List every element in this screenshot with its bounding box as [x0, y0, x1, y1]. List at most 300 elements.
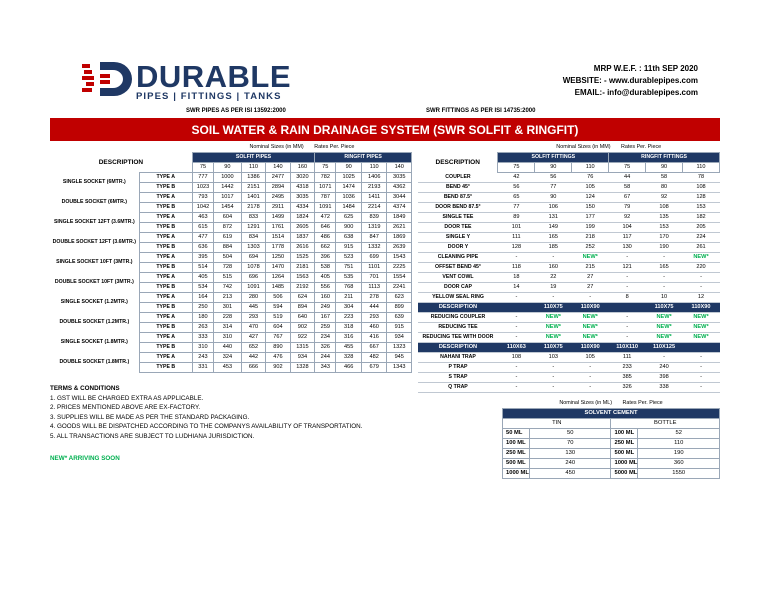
mrp-date: MRP W.E.F. : 11th SEP 2020	[593, 64, 698, 73]
fitting-price: -	[572, 293, 609, 303]
fitting-price: NEW*	[683, 333, 720, 343]
pipe-price: 915	[387, 323, 412, 333]
fitting-price: -	[498, 323, 535, 333]
fitting-price: 78	[683, 173, 720, 183]
pipe-price: 1474	[336, 183, 362, 193]
arriving-soon-note: NEW* ARRIVING SOON	[50, 455, 120, 462]
fitting-price: 128	[683, 193, 720, 203]
pipe-price: 902	[266, 363, 290, 373]
pipe-price: 884	[214, 243, 242, 253]
pipe-price: 301	[214, 303, 242, 313]
fitting-reducer-size: 110X75	[646, 303, 683, 313]
pipe-row	[50, 293, 412, 303]
fitting-price: NEW*	[572, 323, 609, 333]
fitting-price: 42	[498, 173, 535, 183]
fittings-rates-label: Rates Per. Piece	[621, 144, 662, 151]
fitting-reducer-size: 110X75	[535, 343, 572, 353]
pipe-price: 304	[336, 303, 362, 313]
bottle-price: 52	[638, 429, 720, 439]
fitting-price: -	[498, 333, 535, 343]
pipe-price: 263	[192, 323, 213, 333]
pipe-price: 167	[315, 313, 336, 323]
pipe-price: 934	[290, 353, 314, 363]
fitting-price: -	[535, 373, 572, 383]
bottle-price: 360	[638, 459, 720, 469]
fitting-price: 105	[572, 183, 609, 193]
solfit-fittings-header: SOLFIT FITTINGS	[498, 153, 609, 163]
fitting-price: 56	[498, 183, 535, 193]
pipe-price: 445	[241, 303, 265, 313]
pipe-row	[50, 313, 412, 323]
fitting-row	[418, 243, 720, 253]
fitting-price: 19	[535, 283, 572, 293]
pipe-price: 223	[336, 313, 362, 323]
pipe-type: TYPE A	[139, 253, 192, 263]
pipe-price: 324	[214, 353, 242, 363]
fitting-name: REDUCING COUPLER	[418, 313, 498, 323]
pipe-row	[50, 353, 412, 363]
fitting-price: NEW*	[683, 323, 720, 333]
pipe-price: 2911	[266, 203, 290, 213]
pipe-price: 623	[387, 293, 412, 303]
pipe-name: DOUBLE SOCKET 10FT (3MTR.)	[54, 279, 134, 286]
tin-price: 50	[529, 429, 610, 439]
fitting-price: -	[609, 313, 646, 323]
pipe-price: 640	[290, 313, 314, 323]
fitting-price: 44	[609, 173, 646, 183]
pipe-price: 2241	[387, 283, 412, 293]
pipe-row	[50, 333, 412, 343]
tin-size: 100 ML	[503, 439, 530, 449]
fitting-price: -	[609, 273, 646, 283]
pipe-price: 1499	[266, 213, 290, 223]
pipe-price: 1025	[336, 173, 362, 183]
tin-size: 250 ML	[503, 449, 530, 459]
pipe-price: 1554	[387, 273, 412, 283]
fitting-price: 77	[498, 203, 535, 213]
pipe-price: 470	[241, 323, 265, 333]
bottle-size: 250 ML	[611, 439, 638, 449]
fitting-price: NEW*	[646, 313, 683, 323]
pipe-price: 278	[361, 293, 387, 303]
fitting-price: 135	[646, 213, 683, 223]
fitting-row	[418, 193, 720, 203]
pipe-price: 1386	[241, 173, 265, 183]
fitting-row	[418, 333, 720, 343]
pipe-price: 625	[336, 213, 362, 223]
fitting-price: 205	[683, 223, 720, 233]
pipe-price: 872	[214, 223, 242, 233]
pipe-type: TYPE B	[139, 243, 192, 253]
pipe-price: 416	[361, 333, 387, 343]
solvent-row	[503, 449, 720, 459]
pipe-price: 2495	[266, 193, 290, 203]
fitting-price: NEW*	[646, 333, 683, 343]
bottle-price: 110	[638, 439, 720, 449]
pipe-price: 662	[315, 243, 336, 253]
fitting-reducer-size: 110X63	[498, 343, 535, 353]
ringfit-pipes-header: RINGFIT PIPES	[315, 153, 412, 163]
pipe-price: 604	[266, 323, 290, 333]
tin-header: TIN	[503, 419, 611, 429]
fitting-price: -	[498, 373, 535, 383]
fitting-row	[418, 293, 720, 303]
fitting-price: 27	[572, 283, 609, 293]
pipe-price: 1113	[361, 283, 387, 293]
fitting-price: 153	[646, 223, 683, 233]
pipe-price: 160	[315, 293, 336, 303]
fitting-price: -	[646, 353, 683, 363]
pipe-price: 2639	[387, 243, 412, 253]
pipe-price: 4374	[387, 203, 412, 213]
pipe-price: 1042	[192, 203, 213, 213]
fitting-price: 121	[609, 263, 646, 273]
fitting-reducer-size: 110X125	[646, 343, 683, 353]
fitting-price: -	[683, 373, 720, 383]
pipe-type: TYPE A	[139, 333, 192, 343]
pipe-price: 466	[336, 363, 362, 373]
bottle-price: 1550	[638, 469, 720, 479]
solvent-cement-header: SOLVENT CEMENT	[503, 409, 720, 419]
pipe-price: 742	[214, 283, 242, 293]
solvent-row	[503, 429, 720, 439]
fitting-price: 14	[498, 283, 535, 293]
pipe-price: 213	[214, 293, 242, 303]
pipe-price: 427	[241, 333, 265, 343]
pipe-price: 782	[315, 173, 336, 183]
fitting-size-header: 75	[609, 163, 646, 173]
fitting-name: P TRAP	[418, 363, 498, 373]
pipe-price: 476	[266, 353, 290, 363]
bottle-price: 190	[638, 449, 720, 459]
pipe-name: SINGLE SOCKET (1.8MTR.)	[60, 339, 128, 346]
pipe-price: 728	[214, 263, 242, 273]
fitting-price: 92	[609, 213, 646, 223]
pipe-price: 2225	[387, 263, 412, 273]
pipe-price: 1332	[361, 243, 387, 253]
fitting-name: SINGLE TEE	[418, 213, 498, 223]
pipe-price: 922	[290, 333, 314, 343]
pipe-price: 2616	[290, 243, 314, 253]
pipe-price: 444	[361, 303, 387, 313]
fitting-price: 10	[646, 293, 683, 303]
fitting-price: -	[609, 253, 646, 263]
bottle-size: 1000 ML	[611, 459, 638, 469]
pipe-size-header: 140	[387, 163, 412, 173]
pipe-type: TYPE A	[139, 313, 192, 323]
pipe-price: 2178	[241, 203, 265, 213]
fitting-price: 131	[535, 213, 572, 223]
pipe-price: 2192	[290, 283, 314, 293]
tin-price: 70	[529, 439, 610, 449]
fitting-price: 108	[683, 183, 720, 193]
pipe-price: 839	[361, 213, 387, 223]
swr-pipes-standard: SWR PIPES AS PER ISI 13592:2000	[186, 108, 286, 114]
pipe-size-header: 75	[192, 163, 213, 173]
fitting-row	[418, 223, 720, 233]
pipe-price: 504	[214, 253, 242, 263]
pipe-price: 535	[336, 273, 362, 283]
fitting-name: S TRAP	[418, 373, 498, 383]
pipe-size-header: 160	[290, 163, 314, 173]
fitting-name: DOOR Y	[418, 243, 498, 253]
pipe-price: 506	[266, 293, 290, 303]
pipe-price: 1091	[241, 283, 265, 293]
fitting-price: 92	[646, 193, 683, 203]
pipe-price: 486	[315, 233, 336, 243]
pipe-price: 1778	[266, 243, 290, 253]
pipe-price: 594	[266, 303, 290, 313]
fitting-price: 89	[498, 213, 535, 223]
pipe-type: TYPE B	[139, 343, 192, 353]
fitting-row	[418, 203, 720, 213]
pipe-price: 1514	[266, 233, 290, 243]
pipe-size-header: 90	[336, 163, 362, 173]
fitting-name: YELLOW SEAL RING	[418, 293, 498, 303]
pipe-price: 333	[192, 333, 213, 343]
bottle-size: 500 ML	[611, 449, 638, 459]
pipe-price: 1411	[361, 193, 387, 203]
pipe-price: 768	[336, 283, 362, 293]
pipe-size-header: 110	[241, 163, 265, 173]
pipe-price: 453	[214, 363, 242, 373]
pipe-row	[50, 173, 412, 183]
fitting-price: -	[572, 373, 609, 383]
pipe-size-header: 140	[266, 163, 290, 173]
fitting-row	[418, 373, 720, 383]
pipe-price: 396	[315, 253, 336, 263]
pipe-price: 3035	[387, 173, 412, 183]
pipe-price: 280	[241, 293, 265, 303]
fitting-price: -	[498, 293, 535, 303]
pipes-rates-label: Rates Per. Piece	[314, 144, 355, 151]
fitting-reducer-size: 110X75	[535, 303, 572, 313]
fitting-price: -	[498, 313, 535, 323]
pipe-price: 318	[336, 323, 362, 333]
solvent-row	[503, 459, 720, 469]
pipe-price: 3020	[290, 173, 314, 183]
pipe-price: 482	[361, 353, 387, 363]
fitting-row	[418, 363, 720, 373]
pipe-price: 667	[361, 343, 387, 353]
fitting-row	[418, 233, 720, 243]
fitting-reducer-size: 110X90	[572, 343, 609, 353]
pipe-price: 293	[361, 313, 387, 323]
pipe-price: 293	[241, 313, 265, 323]
fitting-price: -	[646, 253, 683, 263]
pipe-price: 1484	[336, 203, 362, 213]
fitting-price: -	[572, 363, 609, 373]
fitting-price: NEW*	[535, 333, 572, 343]
fitting-name: COUPLER	[418, 173, 498, 183]
fitting-price: 56	[535, 173, 572, 183]
pipe-name: DOUBLE SOCKET (6MTR.)	[61, 199, 128, 206]
pipe-price: 902	[290, 323, 314, 333]
fitting-price: 101	[498, 223, 535, 233]
tin-size: 500 ML	[503, 459, 530, 469]
fitting-price: 150	[572, 203, 609, 213]
fitting-price: -	[646, 283, 683, 293]
fitting-row	[418, 173, 720, 183]
fitting-price: 22	[535, 273, 572, 283]
pipe-price: 164	[192, 293, 213, 303]
fittings-description-header: DESCRIPTION	[435, 159, 480, 167]
pipe-price: 1401	[241, 193, 265, 203]
pipe-price: 310	[214, 333, 242, 343]
fitting-price: NEW*	[572, 333, 609, 343]
fitting-price: 177	[572, 213, 609, 223]
pipe-price: 228	[214, 313, 242, 323]
fitting-price: 218	[572, 233, 609, 243]
fitting-price: 18	[498, 273, 535, 283]
bottle-size: 5000 ML	[611, 469, 638, 479]
pipe-type: TYPE A	[139, 353, 192, 363]
fitting-price: 124	[572, 193, 609, 203]
pipe-price: 694	[241, 253, 265, 263]
fitting-row	[418, 213, 720, 223]
fitting-price: NEW*	[572, 253, 609, 263]
pipe-price: 899	[387, 303, 412, 313]
fittings-nominal-label: Nominal Sizes (in MM)	[556, 144, 611, 151]
pipe-type: TYPE B	[139, 283, 192, 293]
terms-item: 3. SUPPLIES WILL BE MADE AS PER THE STANDARD PACKAGING.	[50, 413, 250, 421]
pipe-price: 1849	[387, 213, 412, 223]
fitting-price: -	[609, 283, 646, 293]
pipes-nominal-label: Nominal Sizes (in MM)	[249, 144, 304, 151]
ringfit-fittings-header: RINGFIT FITTINGS	[609, 153, 720, 163]
pipe-price: 556	[315, 283, 336, 293]
fitting-price: 77	[535, 183, 572, 193]
fitting-price: 58	[609, 183, 646, 193]
pipe-price: 316	[336, 333, 362, 343]
fitting-reducer-size: 110X110	[609, 343, 646, 353]
tin-size: 1000 ML	[503, 469, 530, 479]
fitting-row	[418, 383, 720, 393]
pipe-price: 1563	[290, 273, 314, 283]
tin-price: 130	[529, 449, 610, 459]
fitting-name: DOOR CAP	[418, 283, 498, 293]
pipe-price: 180	[192, 313, 213, 323]
solvent-rates-label: Rates Per. Piece	[622, 400, 663, 407]
terms-title: TERMS & CONDITIONS	[50, 385, 120, 392]
fitting-price: 220	[683, 263, 720, 273]
pipe-price: 652	[241, 343, 265, 353]
pipe-price: 787	[315, 193, 336, 203]
pipe-name: DOUBLE SOCKET (1.8MTR.)	[59, 359, 130, 366]
fitting-name: DOOR BEND 87.5°	[418, 203, 498, 213]
fitting-name: OFFSET BEND 45°	[418, 263, 498, 273]
pipe-type: TYPE A	[139, 173, 192, 183]
fittings-price-table	[418, 143, 720, 393]
pipe-price: 1442	[214, 183, 242, 193]
pipe-price: 1250	[266, 253, 290, 263]
pipe-price: 636	[192, 243, 213, 253]
pipe-price: 1303	[241, 243, 265, 253]
tin-price: 240	[529, 459, 610, 469]
pipe-row	[50, 233, 412, 243]
fitting-price: 261	[683, 243, 720, 253]
fitting-name: Q TRAP	[418, 383, 498, 393]
fitting-price: 118	[498, 263, 535, 273]
pipe-type: TYPE A	[139, 293, 192, 303]
pipe-price: 1761	[266, 223, 290, 233]
pipe-price: 2193	[361, 183, 387, 193]
pipe-price: 519	[266, 313, 290, 323]
fitting-price: 199	[572, 223, 609, 233]
fitting-price: 165	[535, 233, 572, 243]
pipe-price: 1328	[290, 363, 314, 373]
fitting-name: DOOR TEE	[418, 223, 498, 233]
fitting-row	[418, 313, 720, 323]
fitting-price: -	[683, 363, 720, 373]
fitting-price: 252	[572, 243, 609, 253]
pipe-price: 250	[192, 303, 213, 313]
fitting-price: 153	[683, 203, 720, 213]
pipe-type: TYPE B	[139, 203, 192, 213]
fitting-reducer-size	[498, 303, 535, 313]
brand-tagline: PIPES | FITTINGS | TANKS	[136, 91, 282, 102]
pipe-type: TYPE A	[139, 193, 192, 203]
fitting-name: VENT COWL	[418, 273, 498, 283]
pipe-name: DOUBLE SOCKET (1.2MTR.)	[59, 319, 130, 326]
fitting-name: SINGLE Y	[418, 233, 498, 243]
fitting-subheader-label: DESCRIPTION	[418, 303, 498, 313]
fitting-price: NEW*	[683, 253, 720, 263]
fitting-price: 58	[646, 173, 683, 183]
fitting-price: -	[609, 333, 646, 343]
fitting-price: 385	[609, 373, 646, 383]
pipe-price: 463	[192, 213, 213, 223]
fitting-price: 165	[646, 263, 683, 273]
website-text: WEBSITE: - www.durablepipes.com	[562, 76, 698, 85]
pipe-price: 515	[214, 273, 242, 283]
fitting-size-header: 75	[498, 163, 535, 173]
pipe-price: 1091	[315, 203, 336, 213]
fitting-price: NEW*	[535, 313, 572, 323]
terms-item: 4. GOODS WILL BE DISPATCHED ACCORDING TO THE COMPANYS AVAILABILITY OF TRANSPORTATION.	[50, 423, 363, 431]
fitting-name: REDUCING TEE	[418, 323, 498, 333]
pipe-price: 523	[336, 253, 362, 263]
pipe-row	[50, 193, 412, 203]
fitting-price: 398	[646, 373, 683, 383]
pipe-price: 2214	[361, 203, 387, 213]
fitting-price: 108	[498, 353, 535, 363]
fitting-price: -	[535, 293, 572, 303]
pipe-price: 343	[315, 363, 336, 373]
fitting-reducer-size	[609, 303, 646, 313]
pipe-price: 395	[192, 253, 213, 263]
fitting-price: -	[498, 383, 535, 393]
pipe-price: 1824	[290, 213, 314, 223]
pipe-price: 405	[315, 273, 336, 283]
pipe-type: TYPE B	[139, 303, 192, 313]
pipe-name: DOUBLE SOCKET 12FT (3.6MTR.)	[52, 239, 136, 246]
pipe-name: SINGLE SOCKET 10FT (3MTR.)	[56, 259, 133, 266]
pipe-price: 2477	[266, 173, 290, 183]
fitting-price: 80	[646, 183, 683, 193]
fitting-row	[418, 263, 720, 273]
fitting-price: -	[683, 283, 720, 293]
fitting-price: -	[535, 253, 572, 263]
pipe-type: TYPE B	[139, 363, 192, 373]
pipe-type: TYPE B	[139, 183, 192, 193]
pipe-price: 1869	[387, 233, 412, 243]
solvent-row	[503, 439, 720, 449]
pipe-price: 472	[315, 213, 336, 223]
fitting-price: 90	[535, 193, 572, 203]
pipe-price: 1454	[214, 203, 242, 213]
fitting-reducer-size	[683, 343, 720, 353]
